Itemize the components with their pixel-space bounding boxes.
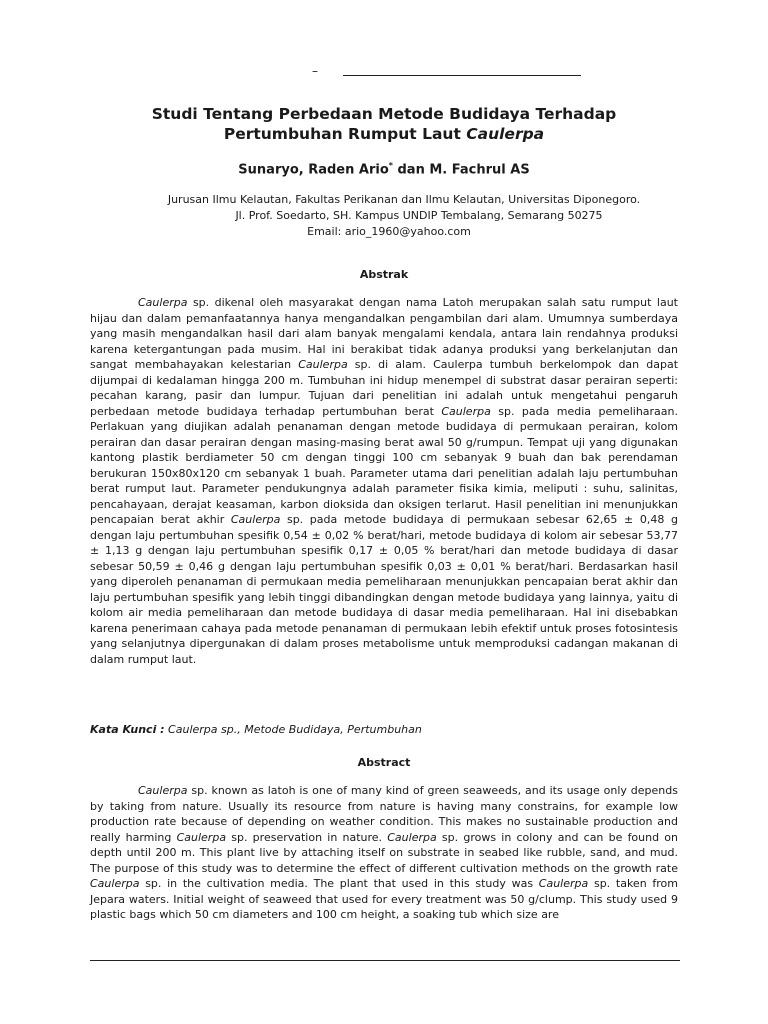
title-line-1: Studi Tentang Perbedaan Metode Budidaya Terhadap [151,105,617,123]
authors-part-2: dan M. Fachrul AS [392,162,530,178]
text-segment: sp. grows in colony and can be found on depth until 200 m. This plant live by attaching itself on substrate in seabed like rubble, sand, and mud. The purpose of this study was to determine the effect of different cultivation methods on the growth rate [90,830,678,875]
abstrak-heading: Abstrak [359,268,409,281]
text-segment: sp. taken from Jepara waters. Initial weight of seaweed that used for every treatment was 50 g/clump. This study used 9 plastic bags which 50 cm diameters and 100 cm height, a soaking tub which size are [90,877,678,921]
keywords [90,723,678,736]
abstrak-body [90,295,678,667]
genus-name: Caulerpa [441,404,491,418]
footer-rule [90,960,680,961]
genus-name: Caulerpa [90,877,140,890]
text-segment: sp. pada metode budidaya di permukaan sebesar 62,65 ± 0,48 g dengan laju pertumbuhan spesifik 0,54 ± 0,02 % berat/hari, metode budidaya di kolom air sebesar 53,77 ± 1,13 g dengan laju pertumbuhan spesifik 0,17 ± 0,05 % berat/hari dan metode budidaya di dasar sebesar 50,59 ± 0,46 g dengan laju pertumbuhan spesifik 0,03 ± 0,01 % berat/hari. Berdasarkan hasil yang diperoleh penanaman di permukaan media pemeliharaan menunjukkan pencapaian berat akhir dan laju pertumbuhan spesifik yang lebih tinggi dibandingkan dengan metode budidaya yang lainnya, yaitu di kolom air media pemeliharaan dan metode budidaya di dasar media pemeliharaan. Hal ini disebabkan karena penerimaan cahaya pada metode penanaman di permukaan lebih efektif untuk proses fotosintesis yang selanjutnya dipergunakan di dalam proses metabolisme untuk memproduksi cadangan makanan di dalam rumput laut. [90,513,678,666]
title-genus: Caulerpa [466,125,545,143]
author-list [90,161,678,177]
header-rule [343,75,581,76]
authors-part-1: Sunaryo, Raden Ario [238,162,389,178]
text-segment: sp. known as latoh is one of many kind of green seaweeds, and its usage only depends by taking from nature. Usually its resource from nature is having many constrains, for example low production rate because of depending on weather condition. This makes no sustainable production and really harming [90,784,678,844]
keywords-value: Caulerpa sp., Metode Budidaya, Pertumbuhan [164,723,422,736]
abstract-body [90,783,678,923]
affiliation-line-2: Jl. Prof. Soedarto, SH. Kampus UNDIP Tembalang, Semarang 50275 [235,209,603,222]
title-line-2: Pertumbuhan Rumput Laut [223,125,467,143]
text-segment: sp. preservation in nature. [226,830,388,844]
genus-name: Caulerpa [230,513,281,526]
genus-name: Caulerpa [176,830,227,844]
keywords-label: Kata Kunci : [90,723,165,736]
abstract-heading: Abstract [357,756,411,769]
genus-name: Caulerpa [138,296,188,309]
affiliation-block [90,192,678,240]
genus-name: Caulerpa [387,830,437,844]
text-segment: sp. di alam. Caulerpa tumbuh berkelompok dan dapat dijumpai di kedalaman hingga 200 m. Tumbuhan ini hidup menempel di substrat dasar perairan seperti: pecahan karang, pasir dan lumpur. Tujuan dari penelitian ini adalah untuk mengetahui pengaruh perbedaan metode budidaya terhadap pertumbuhan berat [90,358,679,418]
text-segment: sp. pada media pemeliharaan. Perlakuan yang diujikan adalah penanaman dengan metode budidaya di permukaan perairan, kolom perairan dan dasar perairan dengan masing-masing berat awal 50 g/rumpun. Tempat uji yang digunakan kantong plastik berdiameter 50 cm dengan tinggi 100 cm sebanyak 9 buah dan bak perendaman berukuran 150x80x120 cm sebanyak 1 buah. Parameter utama dari penelitian adalah laju pertumbuhan berat rumput laut. Parameter pendukungnya adalah parameter fisika kimia, meliputi : suhu, salinitas, pencahayaan, derajat keasaman, karbon dioksida dan oksigen terlarut. Hasil penelitian ini menunjukkan pencapaian berat akhir [90,404,679,526]
affiliation-email: Email: ario_1960@yahoo.com [307,225,471,238]
paper-title [90,104,678,144]
affiliation-line-1: Jurusan Ilmu Kelautan, Fakultas Perikanan dan Ilmu Kelautan, Universitas Diponegoro. [167,193,641,206]
corresponding-mark: * [388,161,393,170]
genus-name: Caulerpa [538,877,589,890]
text-segment: sp. dikenal oleh masyarakat dengan nama Latoh merupakan salah satu rumput laut hijau dan dalam pemanfaatannya hanya mengandalkan pengambilan dari alam. Umumnya sumberdaya yang masih mengandalkan hasil dari alam banyak mengalami kendala, antara lain rendahnya produksi karena ketergantungan pada musim. Hal ini berakibat tidak adanya produksi yang berkelanjutan dan sangat membahayakan kelestarian [90,296,678,371]
genus-name: Caulerpa [298,358,348,371]
genus-name: Caulerpa [138,784,188,797]
header-dash: – [312,64,318,78]
text-segment: sp. in the cultivation media. The plant that used in this study was [139,877,539,890]
